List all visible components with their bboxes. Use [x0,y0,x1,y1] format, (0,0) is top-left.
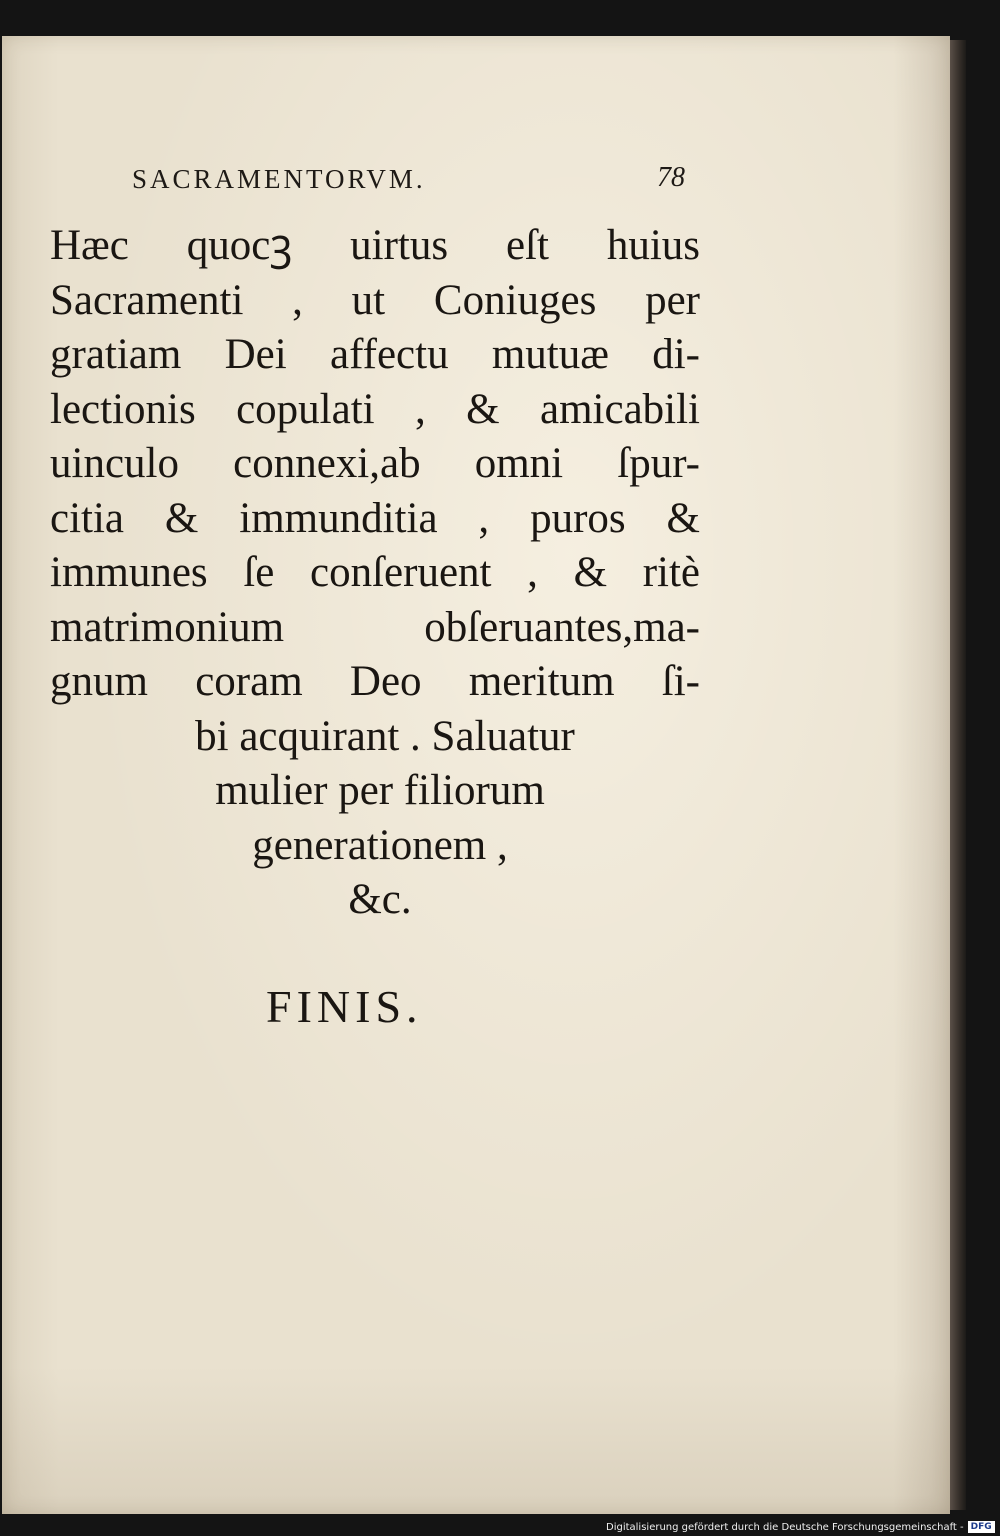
text-line: generationem , [252,821,508,869]
book-page [2,36,950,1514]
text-line: citia & immunditia , puros & [50,494,700,542]
text-line: lectionis copulati , & amicabili [50,385,700,433]
digitization-credit [606,1520,995,1534]
text-line: gnum coram Deo meritum ſi- [50,658,700,705]
page-number: 78 [657,162,685,193]
credit-text: Digitalisierung gefördert durch die Deutsche Forschungsgemeinschaft - [606,1521,964,1533]
text-line: &c. [348,876,412,923]
text-line: matrimonium obſeruantes,ma- [50,603,700,651]
text-line: immunes ſe conſeruent , & ritè [50,549,700,596]
running-head: SACRAMENTORVM. [132,164,426,194]
text-line: gratiam Dei affectu mutuæ di- [50,331,700,378]
text-line: bi acquirant . Saluatur [195,712,575,760]
page-edge [950,40,966,1510]
dfg-logo: DFG [968,1521,995,1533]
finis-heading: FINIS. [266,981,423,1032]
text-line: mulier per filiorum [215,767,545,814]
text-line: uinculo connexi,ab omni ſpur- [50,440,700,487]
text-line: Hæc quocꝫ uirtus eſt huius [50,222,700,269]
text-line: Sacramenti , ut Coniuges per [50,276,700,324]
body-text [50,219,700,928]
